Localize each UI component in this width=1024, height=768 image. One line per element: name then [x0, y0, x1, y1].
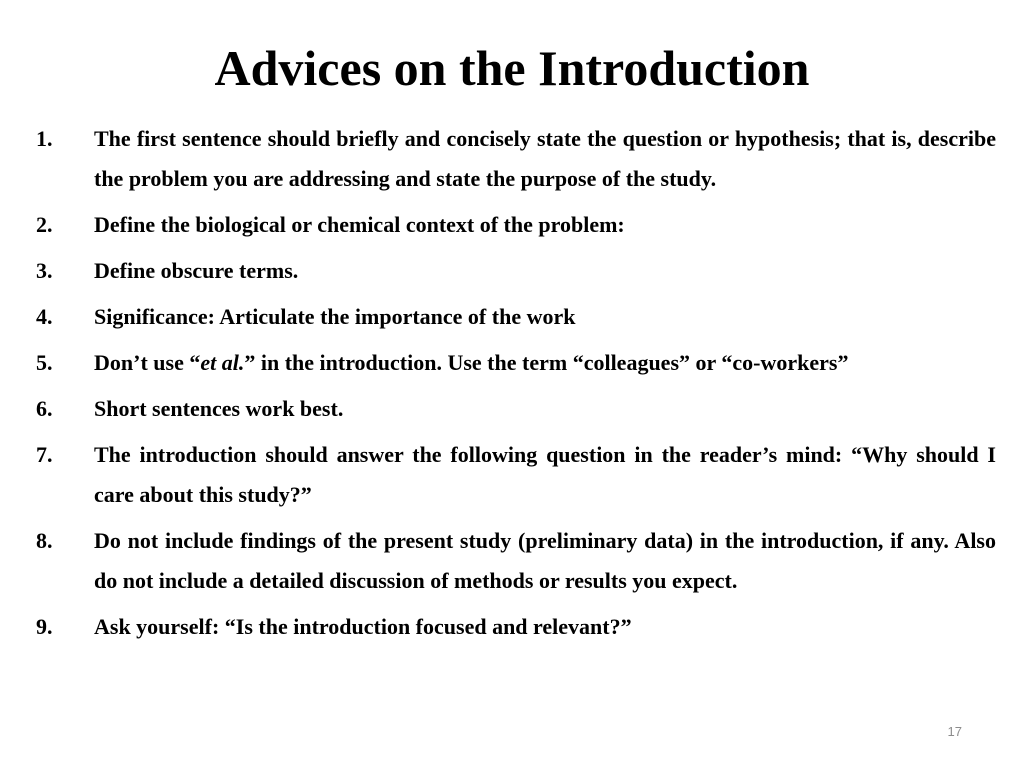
- advice-text-after: ” in the introduction. Use the term “colleagues” or “co-workers”: [244, 350, 849, 375]
- advice-item-5: [36, 343, 996, 383]
- advice-text: Short sentences work best.: [94, 396, 344, 421]
- advice-number: 2.: [36, 212, 53, 237]
- advice-number: 3.: [36, 258, 53, 283]
- advice-text: Significance: Articulate the importance of the work: [94, 304, 576, 329]
- advice-text: Do not include findings of the present study (preliminary data) in the introduction, if any. Also do not include a detailed discussion of methods or results you expect.: [94, 528, 996, 593]
- advice-number: 5.: [36, 350, 53, 375]
- advice-number: 7.: [36, 442, 53, 467]
- advice-number: 4.: [36, 304, 53, 329]
- advice-number: 6.: [36, 396, 53, 421]
- advice-number: 9.: [36, 614, 53, 639]
- advice-text: [94, 343, 996, 383]
- advice-text-italic: et al.: [200, 350, 245, 375]
- advice-item-1: [36, 119, 996, 199]
- advice-item-3: [36, 251, 996, 291]
- advice-text-before: Don’t use “: [94, 350, 201, 375]
- advice-item-8: [36, 521, 996, 601]
- advice-text: Ask yourself: “Is the introduction focused and relevant?”: [94, 614, 632, 639]
- advice-text: Define the biological or chemical context of the problem:: [94, 212, 625, 237]
- advice-item-2: [36, 205, 996, 245]
- page-number: 17: [947, 724, 962, 739]
- advice-number: 8.: [36, 528, 53, 553]
- advice-item-6: [36, 389, 996, 429]
- advice-text: The first sentence should briefly and concisely state the question or hypothesis; that is, describe the problem you are addressing and state the purpose of the study.: [94, 126, 996, 191]
- advice-item-7: [36, 435, 996, 515]
- slide-title: Advices on the Introduction: [214, 40, 810, 96]
- advice-item-4: [36, 297, 996, 337]
- advice-item-9: [36, 607, 996, 647]
- advice-text: The introduction should answer the following question in the reader’s mind: “Why should I care about this study?”: [94, 442, 996, 507]
- advice-text: Define obscure terms.: [94, 258, 299, 283]
- advice-list: [36, 119, 996, 653]
- advice-number: 1.: [36, 126, 53, 151]
